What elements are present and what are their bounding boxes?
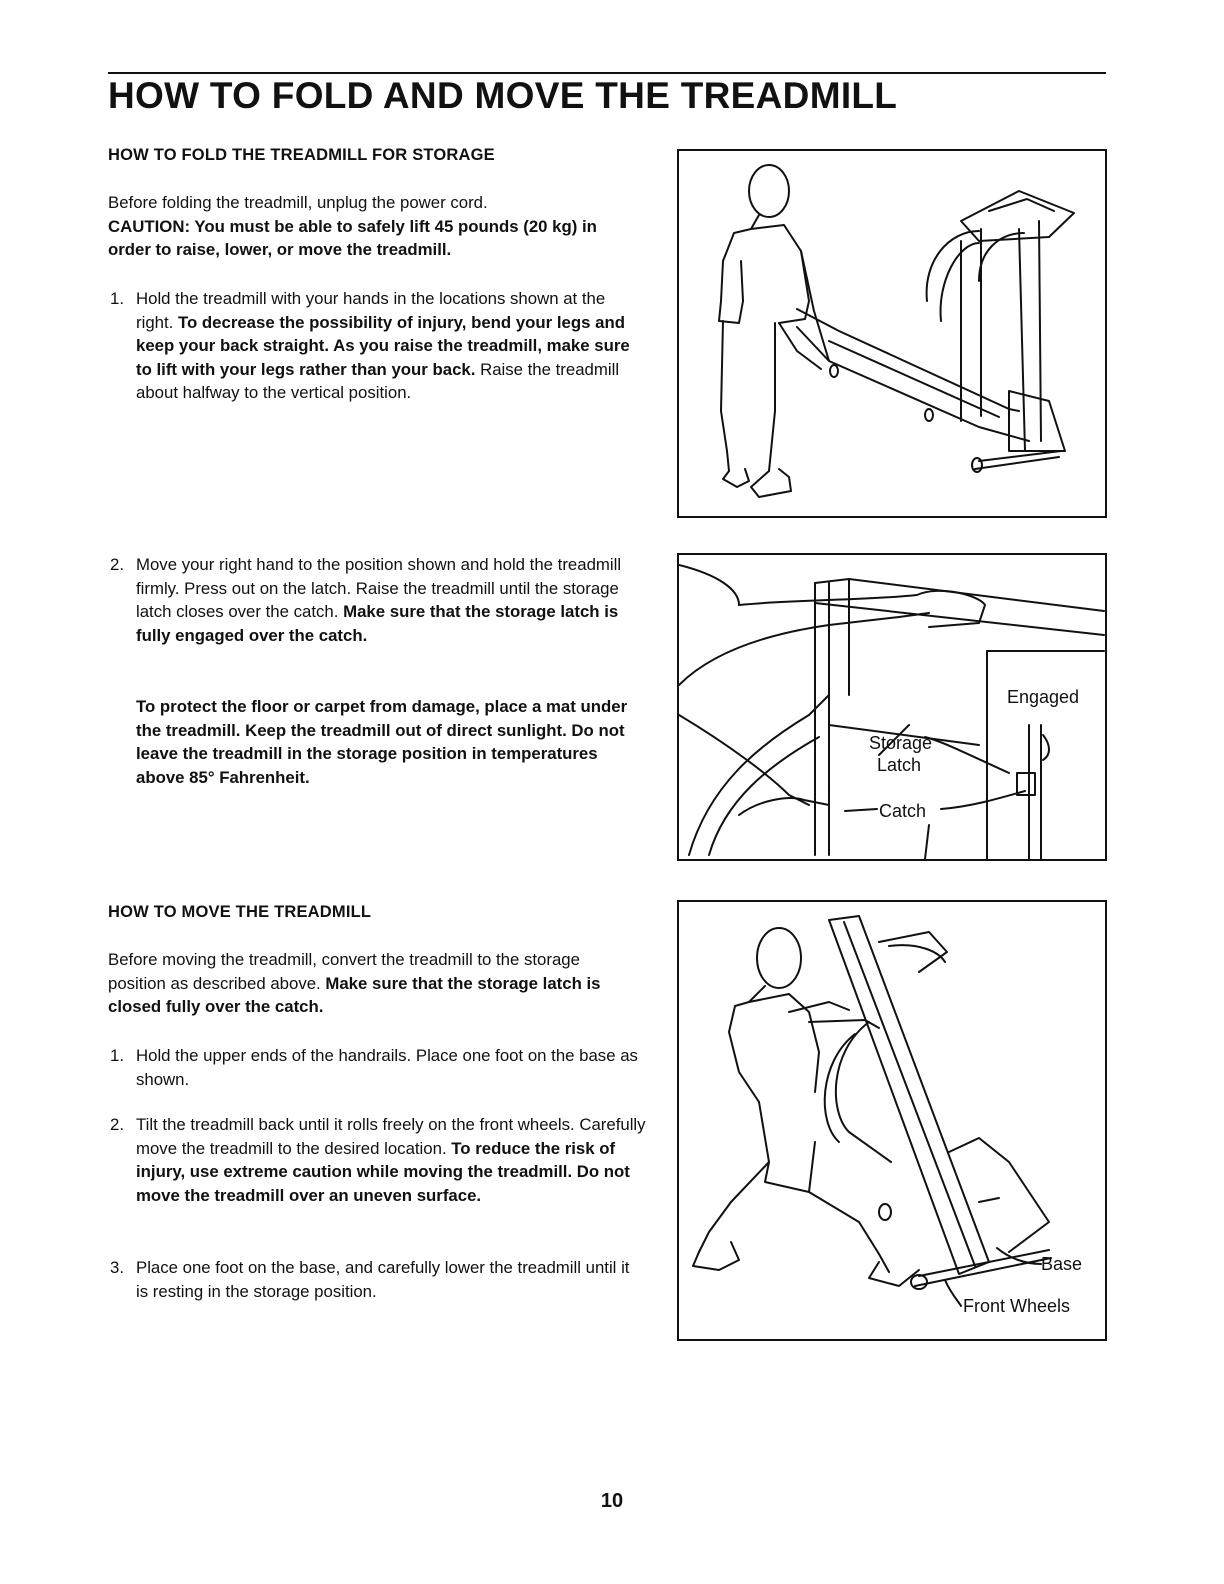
- fold-intro: [108, 191, 638, 262]
- fold-step-1-c: Raise the treadmill about halfway to the vertical position.: [136, 359, 620, 402]
- step-number: 1.: [110, 1046, 124, 1065]
- move-step-2-b: To reduce the risk of injury, use extreme caution while moving the treadmill. Do not move the treadmill over an uneven surface.: [136, 1138, 630, 1205]
- move-heading: HOW TO MOVE THE TREADMILL: [108, 903, 372, 921]
- move-step-1: [110, 1044, 646, 1091]
- move-step-2-a: Tilt the treadmill back until it rolls freely on the front wheels. Carefully move the treadmill to the desired location.: [136, 1115, 646, 1158]
- figure-lift-treadmill: [677, 149, 1107, 518]
- figure-move-treadmill: [677, 900, 1107, 1341]
- step-number: 1.: [110, 289, 124, 308]
- fold-step-2-a: Move your right hand to the position shown and hold the treadmill firmly. Press out on the latch. Raise the treadmill until the storage latch closes over the catch.: [136, 555, 622, 621]
- label-catch: Catch: [879, 801, 927, 821]
- move-step-3-a: Place one foot on the base, and carefully lower the treadmill until it is resting in the storage position.: [136, 1258, 630, 1301]
- fold-protect-warning: [136, 695, 636, 789]
- move-intro-b: Make sure that the storage latch is closed fully over the catch.: [108, 973, 601, 1016]
- move-intro: [108, 948, 638, 1019]
- move-step-2: [110, 1113, 646, 1207]
- fold-heading: HOW TO FOLD THE TREADMILL FOR STORAGE: [108, 146, 495, 164]
- page-number: 10: [600, 1490, 624, 1512]
- page-title: HOW TO FOLD AND MOVE THE TREADMILL: [108, 75, 898, 116]
- fold-step-1: [110, 287, 646, 405]
- move-illustration: [679, 902, 1105, 1339]
- label-front-wheels: Front Wheels: [963, 1296, 1071, 1316]
- fold-step-2: [110, 553, 646, 647]
- fold-step-1-a: Hold the treadmill with your hands in the locations shown at the right.: [136, 289, 606, 332]
- figure-storage-latch: [677, 553, 1107, 861]
- label-latch: Latch: [877, 755, 922, 775]
- fold-intro-text: Before folding the treadmill, unplug the power cord.: [108, 193, 488, 212]
- move-step-1-a: Hold the upper ends of the handrails. Place one foot on the base as shown.: [136, 1046, 638, 1089]
- fold-caution: CAUTION: You must be able to safely lift 45 pounds (20 kg) in order to raise, lower, or move the treadmill.: [108, 216, 597, 259]
- lift-illustration: [679, 151, 1105, 516]
- move-intro-a: Before moving the treadmill, convert the treadmill to the storage position as described above.: [108, 950, 580, 993]
- fold-step-2-b: Make sure that the storage latch is fully engaged over the catch.: [136, 602, 619, 645]
- step-number: 2.: [110, 555, 124, 574]
- step-number: 3.: [110, 1258, 124, 1277]
- step-number: 2.: [110, 1115, 124, 1134]
- fold-protect-text: To protect the floor or carpet from damage, place a mat under the treadmill. Keep the treadmill out of direct sunlight. Do not leave the treadmill in the storage position in temperatures above 85° Fahrenheit.: [136, 697, 628, 787]
- fold-step-1-b: To decrease the possibility of injury, bend your legs and keep your back straight. As you raise the treadmill, make sure to lift with your legs rather than your back.: [136, 312, 630, 379]
- label-base: Base: [1041, 1254, 1083, 1274]
- label-storage: Storage: [869, 733, 933, 753]
- latch-illustration: [679, 555, 1105, 859]
- move-step-3: [110, 1256, 646, 1303]
- label-engaged: Engaged: [1007, 687, 1080, 707]
